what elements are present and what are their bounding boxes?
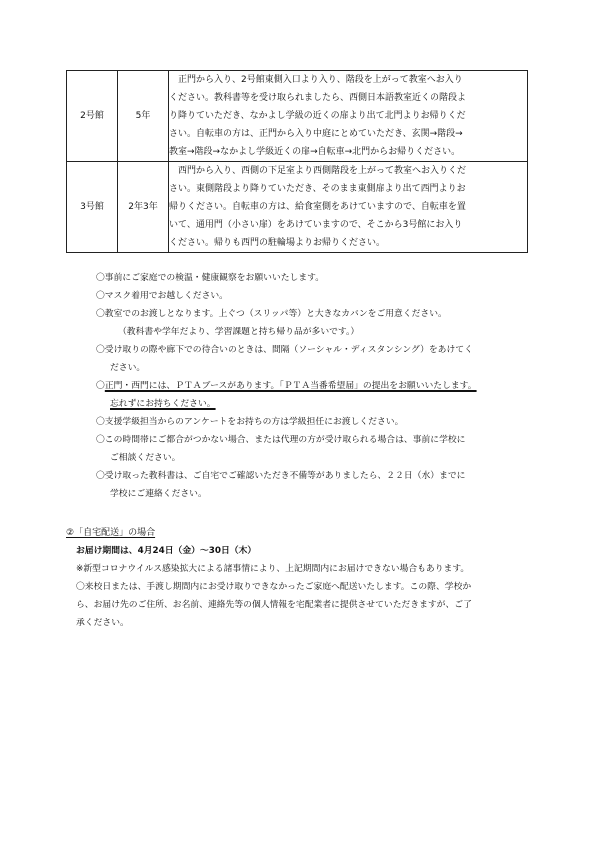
note-proxy-cont: ご相談ください。 bbox=[110, 453, 181, 463]
route-line: 帰りください。自転車の方は、給食室側をあけていますので、自転車を置 bbox=[169, 202, 466, 212]
route-line: ください。帰りも西門の駐輪場よりお帰りください。 bbox=[169, 238, 386, 248]
route-line: さい。東側階段より降りていただき、そのまま東側扉より出て西門よりお bbox=[169, 184, 466, 194]
delivery-detail-line: 〇来校日または、手渡し期間内にお受け取りできなかったご家庭へ配送いたします。この際、学校か bbox=[76, 582, 472, 592]
note-classroom-detail: （教科書や学年だより、学習課題と持ち帰り品が多いです。） bbox=[118, 327, 360, 337]
route-table bbox=[66, 70, 528, 253]
route-line: 教室→階段→なかよし学級近くの扉→自転車→北門からお帰りください。 bbox=[169, 147, 461, 157]
route-line: いて、通用門（小さい扉）をあけていますので、そこから3号館にお入り bbox=[169, 220, 463, 230]
note-pta-cont-text: 忘れずにお持ちください。 bbox=[110, 399, 216, 409]
building-cell: 2号館 bbox=[67, 71, 118, 162]
delivery-period: お届け期間は、4月24日（金）～30日（木） bbox=[76, 546, 257, 556]
note-distancing: 〇受け取りの際や廊下での待合いのときは、間隔（ソーシャル・ディスタンシング）をあけてく bbox=[96, 345, 473, 355]
note-textbook-check: 〇受け取った教科書は、ご自宅でご確認いただき不備等がありましたら、２２日（水）までに bbox=[96, 471, 466, 481]
note-mask: 〇マスク着用でお越しください。 bbox=[96, 291, 228, 301]
section-title-text: ②「自宅配送」の場合 bbox=[66, 528, 156, 538]
note-survey: 〇支援学級担当からのアンケートをお持ちの方は学級担任にお渡しください。 bbox=[96, 417, 404, 427]
table-row bbox=[67, 71, 528, 162]
route-description bbox=[169, 71, 528, 162]
note-classroom: 〇教室でのお渡しとなります。上ぐつ（スリッパ等）と大きなカバンをご用意ください。 bbox=[96, 309, 447, 319]
building-cell: 3号館 bbox=[67, 162, 118, 253]
delivery-detail-line: 承ください。 bbox=[76, 618, 129, 628]
section-title bbox=[66, 524, 536, 542]
note-pta-mark: 〇 bbox=[96, 381, 105, 391]
note-pta bbox=[96, 377, 526, 395]
note-proxy: 〇この時間帯にご都合がつかない場合、または代理の方が受け取られる場合は、事前に学校に bbox=[96, 435, 466, 445]
home-delivery-section bbox=[66, 524, 536, 632]
table-row bbox=[67, 162, 528, 253]
route-line: ください。教科書等を受け取られましたら、西側日本語教室近くの階段よ bbox=[169, 93, 467, 103]
note-pta-text: 正門・西門には、ＰＴＡブースがあります。「ＰＴＡ当番希望届」の提出をお願いいたします。 bbox=[104, 381, 477, 391]
route-description bbox=[169, 162, 528, 253]
delivery-detail-line: ら、お届け先のご住所、お名前、連絡先等の個人情報を宅配業者に提供させていただきますが、ご了 bbox=[76, 600, 472, 610]
route-line: り降りていただき、なかよし学級の近くの扉より出て北門よりお帰りくだ bbox=[169, 111, 466, 121]
grade-cell: 5年 bbox=[118, 71, 169, 162]
route-line: さい。自転車の方は、正門から入り中庭にとめていただき、玄関→階段→ bbox=[169, 129, 463, 139]
grade-cell: 2年3年 bbox=[118, 162, 169, 253]
note-health-check: 〇事前にご家庭での検温・健康観察をお願いいたします。 bbox=[96, 273, 325, 283]
note-textbook-check-cont: 学校にご連絡ください。 bbox=[110, 489, 207, 499]
route-line: 正門から入り、2号館東側入口より入り、階段を上がって教室へお入り bbox=[169, 75, 463, 85]
note-pta-cont bbox=[96, 395, 526, 413]
delivery-note: ※新型コロナウイルス感染拡大による諸事情により、上記期間内にお届けできない場合もあります。 bbox=[76, 564, 470, 574]
note-distancing-cont: ださい。 bbox=[110, 363, 146, 373]
notes-list bbox=[96, 269, 526, 503]
route-line: 西門から入り、西側の下足室より西側階段を上がって教室へお入りくだ bbox=[169, 166, 467, 176]
